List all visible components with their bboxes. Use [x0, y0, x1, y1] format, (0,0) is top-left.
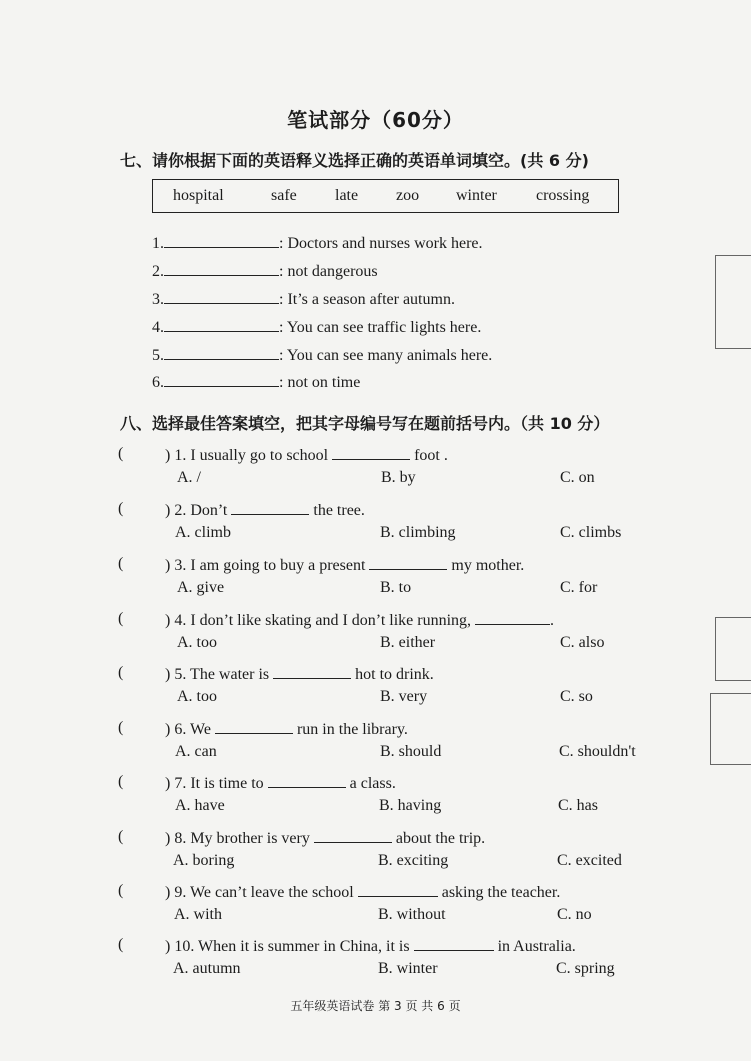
fill-item-number: 3. [152, 291, 164, 308]
option-a: A. / [177, 469, 201, 486]
word-bank-item: safe [271, 187, 297, 204]
fill-item [152, 317, 481, 337]
option-b: B. without [378, 906, 446, 923]
fill-item [152, 233, 483, 253]
answer-paren-open[interactable]: ( [118, 664, 124, 681]
section8-heading: 八、选择最佳答案填空，把其字母编号写在题前括号内。（共 10 分） [120, 414, 610, 433]
margin-binding-box [715, 255, 751, 349]
question-blank [369, 555, 447, 570]
page-title: 笔试部分（60分） [287, 108, 464, 132]
question-blank [215, 719, 293, 734]
option-c: C. on [560, 469, 595, 486]
question-blank [231, 500, 309, 515]
option-c: C. for [560, 579, 598, 596]
option-b: B. to [380, 579, 412, 596]
question-stem: ) 5. The water is hot to drink. [165, 666, 434, 683]
option-c: C. excited [557, 852, 622, 869]
option-c: C. so [560, 688, 593, 705]
margin-binding-box [710, 693, 751, 765]
word-bank-item: hospital [173, 187, 224, 204]
option-a: A. autumn [173, 960, 241, 977]
question-stem: ) 2. Don’t the tree. [165, 502, 365, 519]
answer-paren-open[interactable]: ( [118, 555, 124, 572]
answer-blank[interactable] [164, 372, 279, 387]
option-c: C. no [557, 906, 592, 923]
question-blank [414, 936, 494, 951]
answer-blank[interactable] [164, 289, 279, 304]
fill-item-number: 6. [152, 374, 164, 391]
page-footer: 五年级英语试卷 第 3 页 共 6 页 [290, 999, 461, 1013]
option-c: C. spring [556, 960, 615, 977]
question-stem: ) 9. We can’t leave the school asking the teacher. [165, 884, 561, 901]
option-a: A. climb [175, 524, 231, 541]
answer-paren-open[interactable]: ( [118, 719, 124, 736]
word-bank-item: late [335, 187, 359, 204]
option-b: B. very [380, 688, 428, 705]
word-bank-item: crossing [536, 187, 590, 204]
question-stem: ) 10. When it is summer in China, it is in Australia. [165, 938, 576, 955]
margin-binding-box [715, 617, 751, 681]
section7-heading: 七、请你根据下面的英语释义选择正确的英语单词填空。(共 6 分) [120, 151, 589, 170]
answer-paren-open[interactable]: ( [118, 500, 124, 517]
option-a: A. have [175, 797, 225, 814]
fill-item-definition: : Doctors and nurses work here. [279, 235, 483, 252]
fill-item-number: 4. [152, 319, 164, 336]
option-b: B. climbing [380, 524, 456, 541]
fill-item-definition: : It’s a season after autumn. [279, 291, 455, 308]
question-stem: ) 4. I don’t like skating and I don’t like running, . [165, 612, 555, 629]
answer-paren-open[interactable]: ( [118, 936, 124, 953]
option-a: A. too [177, 688, 217, 705]
question-blank [273, 664, 351, 679]
answer-blank[interactable] [164, 317, 279, 332]
option-b: B. having [379, 797, 442, 814]
option-c: C. also [560, 634, 605, 651]
option-a: A. give [177, 579, 225, 596]
question-stem: ) 1. I usually go to school foot . [165, 447, 448, 464]
option-a: A. too [177, 634, 217, 651]
question-blank [475, 610, 550, 625]
option-a: A. with [174, 906, 222, 923]
option-c: C. climbs [560, 524, 622, 541]
fill-item-definition: : You can see traffic lights here. [279, 319, 482, 336]
answer-blank[interactable] [164, 261, 279, 276]
answer-blank[interactable] [164, 345, 279, 360]
option-a: A. boring [173, 852, 235, 869]
question-stem: ) 3. I am going to buy a present my mother. [165, 557, 525, 574]
question-stem: ) 8. My brother is very about the trip. [165, 830, 486, 847]
word-bank [152, 179, 619, 213]
fill-item [152, 372, 360, 392]
option-b: B. by [381, 469, 416, 486]
answer-paren-open[interactable]: ( [118, 610, 124, 627]
question-blank [332, 445, 410, 460]
fill-item [152, 345, 492, 365]
option-a: A. can [175, 743, 217, 760]
answer-paren-open[interactable]: ( [118, 828, 124, 845]
question-blank [358, 882, 438, 897]
answer-paren-open[interactable]: ( [118, 445, 124, 462]
option-b: B. exciting [378, 852, 449, 869]
word-bank-item: zoo [396, 187, 420, 204]
answer-paren-open[interactable]: ( [118, 773, 124, 790]
option-c: C. has [558, 797, 598, 814]
fill-item-definition: : You can see many animals here. [279, 347, 493, 364]
option-b: B. winter [378, 960, 438, 977]
fill-item-number: 1. [152, 235, 164, 252]
fill-item-number: 2. [152, 263, 164, 280]
fill-item-definition: : not on time [279, 374, 361, 391]
answer-blank[interactable] [164, 233, 279, 248]
fill-item-definition: : not dangerous [279, 263, 378, 280]
option-b: B. either [380, 634, 436, 651]
option-b: B. should [380, 743, 442, 760]
question-blank [314, 828, 392, 843]
fill-item-number: 5. [152, 347, 164, 364]
fill-item [152, 289, 455, 309]
question-blank [268, 773, 346, 788]
word-bank-item: winter [456, 187, 497, 204]
option-c: C. shouldn't [559, 743, 636, 760]
answer-paren-open[interactable]: ( [118, 882, 124, 899]
fill-item [152, 261, 378, 281]
question-stem: ) 7. It is time to a class. [165, 775, 396, 792]
question-stem: ) 6. We run in the library. [165, 721, 408, 738]
